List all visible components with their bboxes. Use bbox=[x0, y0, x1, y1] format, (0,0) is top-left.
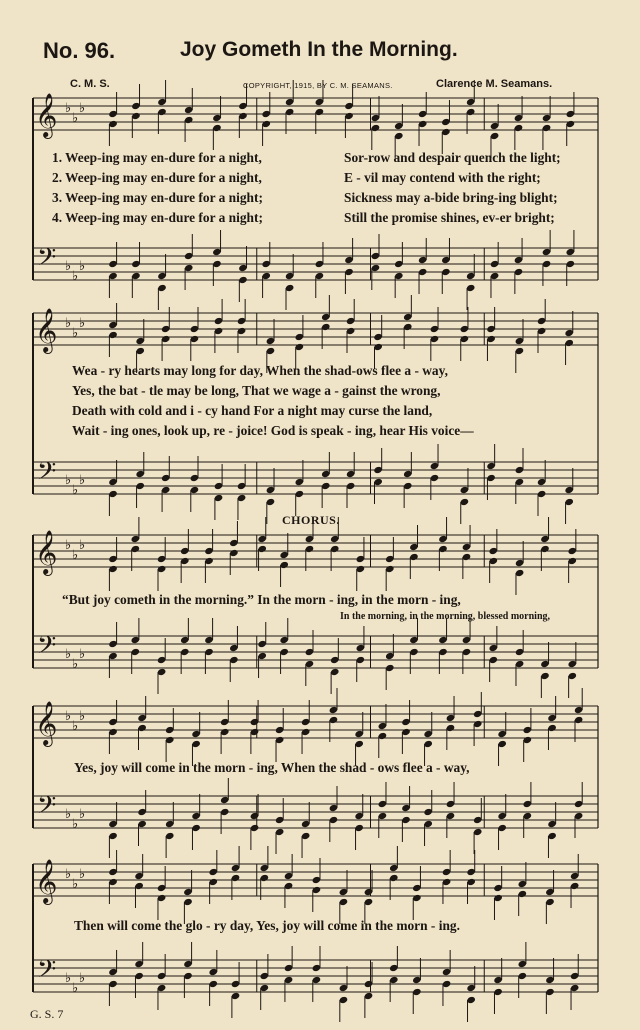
treble-clef-icon: 𝄞 bbox=[35, 93, 58, 137]
verse-3-line-2: Sickness may a-bide bring-ing blight; bbox=[344, 190, 558, 205]
chorus-line-1: “But joy cometh in the morning.” In the morn - ing, in the morn - ing, bbox=[62, 592, 461, 607]
verse-2-line-2: E - vil may contend with the right; bbox=[344, 170, 541, 185]
flat-icon: ♭ bbox=[79, 867, 86, 882]
bass-clef-icon: 𝄢 bbox=[37, 243, 57, 278]
bass-clef-icon: 𝄢 bbox=[37, 457, 57, 492]
verse-3-cont: Death with cold and i - cy hand For a night may curse the land, bbox=[72, 403, 433, 418]
flat-icon: ♭ bbox=[72, 657, 79, 672]
chorus-line-2: Yes, joy will come in the morn - ing, When the shad - ows flee a - way, bbox=[74, 760, 470, 775]
flat-icon: ♭ bbox=[72, 111, 79, 126]
verse-1-line-1: 1. Weep-ing may en-dure for a night, bbox=[52, 150, 262, 165]
flat-icon: ♭ bbox=[65, 259, 72, 274]
flat-icon: ♭ bbox=[79, 538, 86, 553]
flat-icon: ♭ bbox=[79, 647, 86, 662]
flat-icon: ♭ bbox=[79, 709, 86, 724]
verse-4-cont: Wait - ing ones, look up, re - joice! God is speak - ing, hear His voice— bbox=[72, 423, 474, 438]
hymn-title: Joy Gometh In the Morning. bbox=[180, 38, 458, 61]
flat-icon: ♭ bbox=[72, 483, 79, 498]
verse-1-line-2: Sor-row and despair quench the light; bbox=[344, 150, 561, 165]
flat-icon: ♭ bbox=[72, 326, 79, 341]
verse-2-cont: Yes, the bat - tle may be long, That we wage a - gainst the wrong, bbox=[72, 383, 441, 398]
flat-icon: ♭ bbox=[72, 269, 79, 284]
treble-clef-icon: 𝄞 bbox=[35, 308, 58, 352]
verse-4-line-1: 4. Weep-ing may en-dure for a night; bbox=[52, 210, 263, 225]
bass-clef-icon: 𝄢 bbox=[37, 631, 57, 666]
flat-icon: ♭ bbox=[72, 548, 79, 563]
flat-icon: ♭ bbox=[65, 647, 72, 662]
bass-staff bbox=[33, 796, 598, 828]
flat-icon: ♭ bbox=[79, 259, 86, 274]
bass-staff bbox=[33, 248, 598, 280]
chorus-line-3: Then will come the glo - ry day, Yes, joy will come in the morn - ing. bbox=[74, 918, 460, 933]
flat-icon: ♭ bbox=[65, 971, 72, 986]
footer-code: G. S. 7 bbox=[30, 1007, 64, 1021]
meter: C. M. S. bbox=[70, 78, 110, 90]
flat-icon: ♭ bbox=[65, 316, 72, 331]
flat-icon: ♭ bbox=[79, 473, 86, 488]
treble-clef-icon: 𝄞 bbox=[35, 701, 58, 745]
flat-icon: ♭ bbox=[79, 101, 86, 116]
flat-icon: ♭ bbox=[65, 473, 72, 488]
bass-staff bbox=[33, 960, 598, 992]
chorus-heading: CHORUS. bbox=[282, 513, 340, 527]
verse-4-line-2: Still the promise shines, ev-er bright; bbox=[344, 210, 555, 225]
flat-icon: ♭ bbox=[65, 101, 72, 116]
flat-icon: ♭ bbox=[72, 817, 79, 832]
flat-icon: ♭ bbox=[79, 807, 86, 822]
flat-icon: ♭ bbox=[65, 867, 72, 882]
flat-icon: ♭ bbox=[79, 971, 86, 986]
copyright: COPYRIGHT, 1915, BY C. M. SEAMANS. bbox=[243, 81, 393, 90]
treble-clef-icon: 𝄞 bbox=[35, 859, 58, 903]
bass-clef-icon: 𝄢 bbox=[37, 791, 57, 826]
bass-staff bbox=[33, 636, 598, 668]
chorus-line-1-bass: In the morning, in the morning, blessed morning, bbox=[340, 611, 551, 622]
flat-icon: ♭ bbox=[79, 316, 86, 331]
verse-2-line-1: 2. Weep-ing may en-dure for a night, bbox=[52, 170, 262, 185]
treble-staff bbox=[33, 535, 598, 567]
flat-icon: ♭ bbox=[65, 807, 72, 822]
hymn-number: No. 96. bbox=[43, 38, 116, 63]
treble-staff bbox=[33, 706, 598, 738]
flat-icon: ♭ bbox=[72, 719, 79, 734]
flat-icon: ♭ bbox=[65, 538, 72, 553]
treble-staff bbox=[33, 313, 598, 345]
flat-icon: ♭ bbox=[72, 877, 79, 892]
verse-3-line-1: 3. Weep-ing may en-dure for a night; bbox=[52, 190, 263, 205]
flat-icon: ♭ bbox=[65, 709, 72, 724]
composer: Clarence M. Seamans. bbox=[436, 78, 553, 90]
bass-clef-icon: 𝄢 bbox=[37, 955, 57, 990]
treble-clef-icon: 𝄞 bbox=[35, 530, 58, 574]
bass-staff bbox=[33, 462, 598, 494]
verse-1-cont: Wea - ry hearts may long for day, When the shad-ows flee a - way, bbox=[72, 363, 448, 378]
flat-icon: ♭ bbox=[72, 981, 79, 996]
